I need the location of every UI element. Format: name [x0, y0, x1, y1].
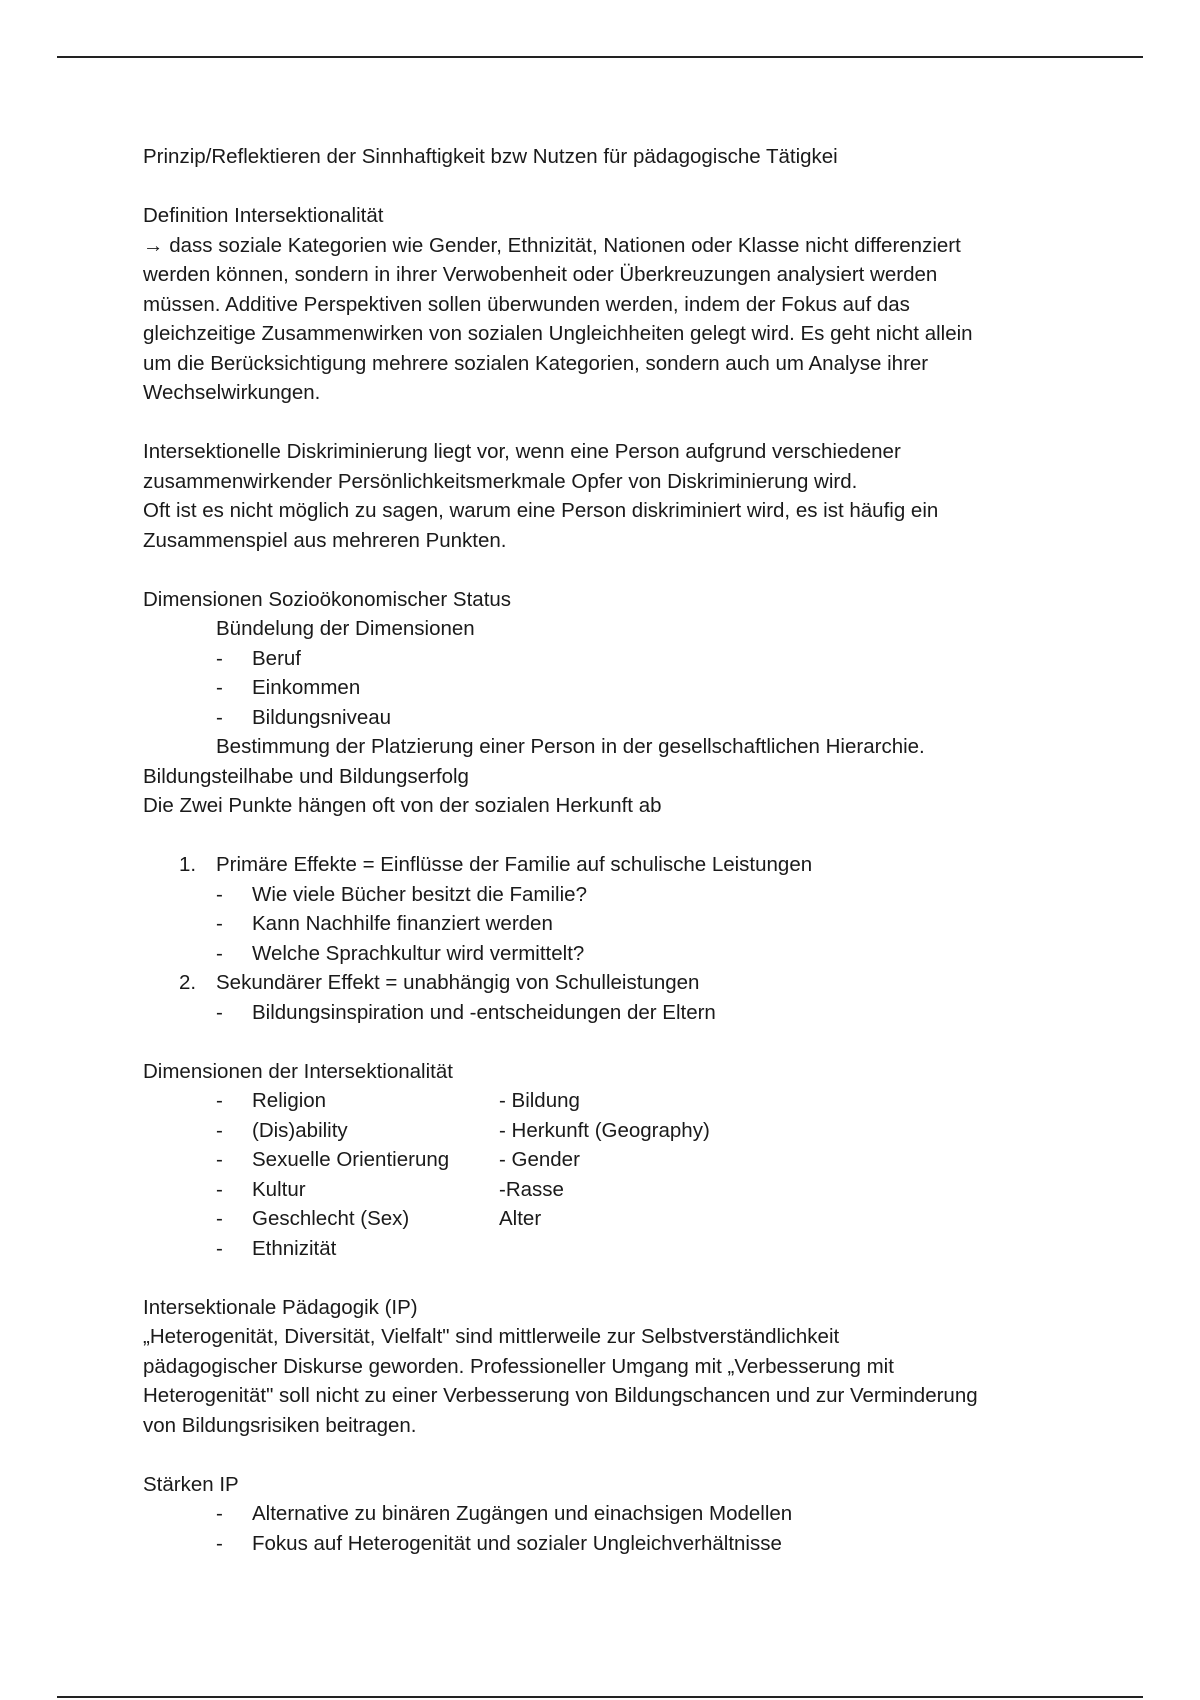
dimensions-heading: Dimensionen der Intersektionalität: [143, 1059, 453, 1083]
ses-heading: Dimensionen Sozioökonomischer Status: [143, 587, 512, 611]
ip-line: von Bildungsrisiken beitragen.: [143, 1413, 417, 1437]
dimension-row: - Kultur -Rasse: [216, 1177, 564, 1201]
ip-heading: Intersektionale Pädagogik (IP): [143, 1295, 418, 1319]
ses-list-item: - Beruf: [143, 644, 1073, 674]
dash-bullet: -: [216, 646, 223, 670]
title-line: Prinzip/Reflektieren der Sinnhaftigkeit bzw Nutzen für pädagogische Tätigkei: [143, 145, 838, 168]
dash-bullet: -: [216, 676, 223, 699]
ses-list-item: - Einkommen: [143, 673, 1073, 703]
ip-line: pädagogischer Diskurse geworden. Professioneller Umgang mit „Verbesserung mit: [143, 1354, 894, 1378]
dash-bullet: -: [216, 1531, 223, 1555]
discrimination-text: [143, 437, 1073, 555]
definition-heading: Definition Intersektionalität: [143, 204, 384, 227]
dash-bullet: -: [216, 941, 223, 965]
footer-rule: [57, 1696, 1143, 1698]
effect-subitem: - Bildungsinspiration und -entscheidungen der Eltern: [143, 998, 1073, 1028]
bildung-line: Die Zwei Punkte hängen oft von der sozialen Herkunft ab: [143, 794, 662, 817]
dash-bullet: -: [216, 882, 223, 906]
document-body: [143, 142, 1073, 1558]
effect-subitem: - Kann Nachhilfe finanziert werden: [143, 909, 1073, 939]
discrimination-line: Zusammenspiel aus mehreren Punkten.: [143, 528, 507, 552]
ses-note: Bestimmung der Platzierung einer Person in der gesellschaftlichen Hierarchie.: [216, 735, 925, 758]
dimension-row: - (Dis)ability - Herkunft (Geography): [216, 1118, 710, 1142]
definition-line: um die Berücksichtigung mehrere sozialen Kategorien, sondern auch um Analyse ihrer: [143, 351, 929, 375]
definition-line: Wechselwirkungen.: [143, 381, 321, 404]
effect-item: 2. Sekundärer Effekt = unabhängig von Schulleistungen: [179, 971, 700, 994]
ses-list-item: - Bildungsniveau: [143, 703, 1073, 733]
strengths-heading: Stärken IP: [143, 1472, 239, 1496]
dash-bullet: -: [216, 1000, 223, 1024]
definition-line: müssen. Additive Perspektiven sollen überwunden werden, indem der Fokus auf das: [143, 292, 910, 316]
dash-bullet: -: [216, 912, 223, 935]
dash-bullet: -: [216, 1502, 223, 1525]
ses-subheading: Bündelung der Dimensionen: [216, 617, 475, 640]
definition-text: [143, 231, 1073, 408]
header-rule: [57, 56, 1143, 58]
strength-item: - Alternative zu binären Zugängen und einachsigen Modellen: [143, 1499, 1073, 1529]
discrimination-line: zusammenwirkender Persönlichkeitsmerkmale Opfer von Diskriminierung wird.: [143, 469, 858, 493]
definition-line: werden können, sondern in ihrer Verwobenheit oder Überkreuzungen analysiert werden: [143, 263, 938, 286]
effect-subitem: - Wie viele Bücher besitzt die Familie?: [143, 880, 1073, 910]
discrimination-line: Oft ist es nicht möglich zu sagen, warum eine Person diskriminiert wird, es ist häufig ein: [143, 499, 939, 522]
dimension-row: - Ethnizität: [216, 1236, 337, 1260]
ip-line: Heterogenität" soll nicht zu einer Verbesserung von Bildungschancen und zur Verminderung: [143, 1384, 978, 1407]
dash-bullet: -: [216, 705, 223, 729]
dimension-row: - Religion - Bildung: [216, 1089, 580, 1112]
effect-subitem: - Welche Sprachkultur wird vermittelt?: [143, 939, 1073, 969]
dimension-row: - Sexuelle Orientierung - Gender: [216, 1148, 580, 1171]
definition-line: → dass soziale Kategorien wie Gender, Ethnizität, Nationen oder Klasse nicht differenziert: [143, 233, 961, 257]
ip-text: [143, 1322, 1073, 1440]
dimension-row: - Geschlecht (Sex) Alter: [216, 1207, 542, 1230]
strength-item: - Fokus auf Heterogenität und sozialer Ungleichverhältnisse: [143, 1529, 1073, 1559]
effect-item: 1. Primäre Effekte = Einflüsse der Familie auf schulische Leistungen: [179, 853, 813, 876]
discrimination-line: Intersektionelle Diskriminierung liegt vor, wenn eine Person aufgrund verschiedener: [143, 440, 901, 463]
definition-line: gleichzeitige Zusammenwirken von sozialen Ungleichheiten gelegt wird. Es geht nicht allein: [143, 322, 973, 345]
ip-line: „Heterogenität, Diversität, Vielfalt" sind mittlerweile zur Selbstverständlichkeit: [143, 1325, 840, 1348]
bildung-heading: Bildungsteilhabe und Bildungserfolg: [143, 764, 469, 788]
